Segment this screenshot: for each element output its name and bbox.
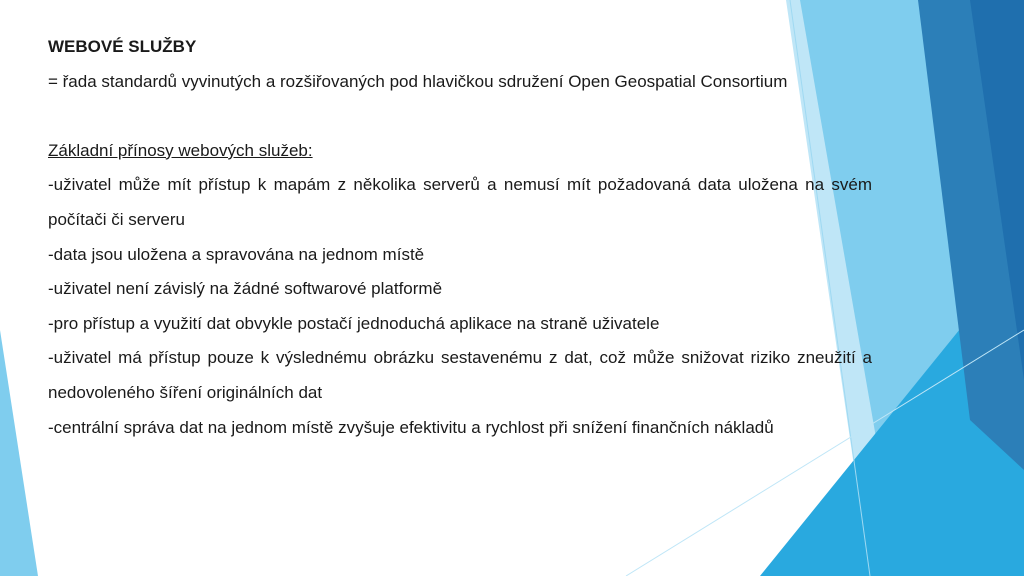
slide-title: WEBOVÉ SLUŽBY	[48, 37, 197, 56]
benefit-item: -centrální správa dat na jednom místě zvyšuje efektivitu a rychlost při snížení finančních nákladů	[48, 417, 774, 437]
benefit-item: -uživatel má přístup pouze k výslednému obrázku sestavenému z dat, což může snižovat riziko zneužití a nedovoleného šíření originálních dat	[48, 348, 872, 402]
left-edge-shape	[0, 330, 38, 576]
benefit-item: -data jsou uložena a spravována na jednom místě	[48, 244, 425, 264]
benefits-heading: Základní přínosy webových služeb:	[48, 140, 313, 160]
benefit-item: -uživatel může mít přístup k mapám z několika serverů a nemusí mít požadovaná data uložena na svém počítači či serveru	[48, 175, 872, 229]
benefit-item: -uživatel není závislý na žádné softwarové platformě	[48, 279, 443, 299]
definition-text: = řada standardů vyvinutých a rozšiřovaných pod hlavičkou sdružení Open Geospatial Consortium	[48, 71, 788, 91]
spacer	[48, 99, 872, 134]
slide-content	[48, 30, 872, 445]
benefit-item: -pro přístup a využití dat obvykle postačí jednoduchá aplikace na straně uživatele	[48, 313, 660, 333]
